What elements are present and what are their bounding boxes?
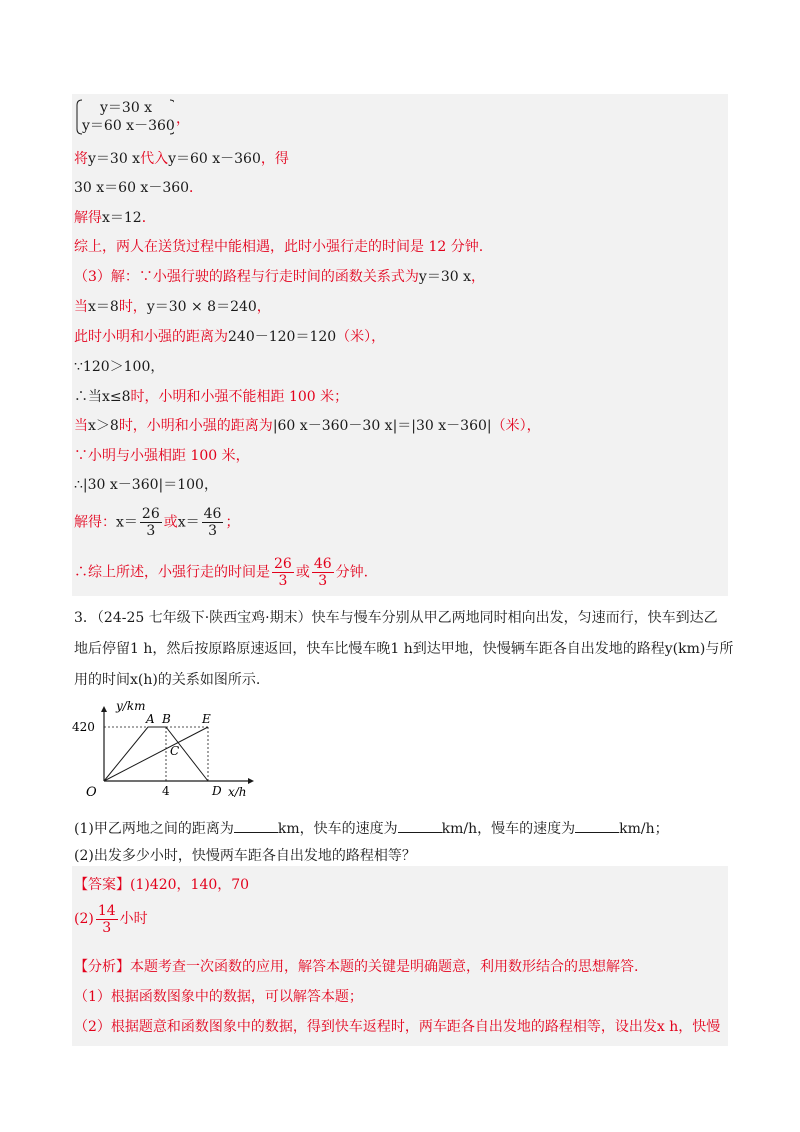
summary-line: 综上，两人在送货过程中能相遇，此时小强行走的时间是 12 分钟. — [74, 239, 484, 255]
fraction-46-3 — [202, 506, 224, 539]
system-tail: ， — [176, 111, 190, 127]
equation-tail: ． — [189, 180, 204, 196]
system-eq-2: y＝60 x－360 — [82, 118, 175, 134]
frac-den: 3 — [146, 523, 156, 539]
fraction-26-3 — [272, 556, 294, 589]
sub1-part-c: km/h，慢车的速度为 — [441, 821, 576, 837]
substitute-post: ，得 — [260, 151, 289, 167]
sub1-part-b: km，快车的速度为 — [277, 821, 398, 837]
frac-num: 14 — [97, 902, 116, 919]
frac-num: 46 — [203, 506, 222, 522]
part3-l9-pre: 解得： — [74, 514, 116, 531]
part3-l10-or: 或 — [295, 564, 310, 581]
part3-l10-tail: 分钟. — [335, 564, 369, 581]
fraction-26-3 — [140, 506, 162, 539]
slow-car-line — [104, 727, 208, 781]
point-E-label: E — [202, 712, 211, 726]
answer-blank[interactable] — [575, 818, 619, 833]
part3-l6-unit: （米）， — [491, 418, 541, 434]
part3-line-8: ∴|30 x－360|＝100， — [74, 477, 218, 493]
part3-l6-pre: 当 — [74, 418, 88, 434]
part3-l10-pre: ∴综上所述，小强行走的时间是 — [74, 564, 270, 581]
answer-label: 【答案】 — [74, 877, 130, 893]
part3-l5-cond: x≤8 — [102, 389, 131, 405]
part3-l9-tail: ； — [225, 514, 240, 531]
answer-blank[interactable] — [398, 818, 442, 833]
part3-line-1 — [74, 268, 485, 286]
x-axis-label: x/h — [228, 785, 247, 799]
frac-num: 26 — [141, 506, 160, 522]
part3-l2-eq: y＝30 × 8＝240 — [146, 299, 257, 315]
sub-question-2: (2)出发多少小时，快慢两车距各自出发地的路程相等？ — [74, 848, 416, 864]
substitute-mid: 代入 — [140, 151, 169, 167]
part3-line-6 — [74, 417, 541, 435]
substitute-eq1: y＝30 x — [88, 151, 141, 167]
fraction-46-3 — [312, 556, 334, 589]
analysis-step-1: （1）根据函数图象中的数据，可以解答本题； — [74, 989, 363, 1005]
analysis-line — [74, 958, 638, 976]
question-line-1: 3．（24-25 七年级下·陕西宝鸡·期末）快车与慢车分别从甲乙两地同时相向出发，匀速而行，快车到达乙 — [74, 610, 718, 626]
x-tick-4: 4 — [162, 784, 170, 798]
frac-den: 3 — [102, 919, 112, 936]
part3-l3-unit: （米）， — [336, 329, 386, 345]
x-axis-arrow — [248, 778, 254, 784]
part3-l2-pre: 当 — [74, 299, 88, 315]
answer-line-2 — [74, 902, 148, 936]
part3-l2-mid: 时， — [118, 299, 147, 315]
frac-num: 26 — [274, 556, 292, 572]
part3-line-2 — [74, 298, 271, 316]
part3-l9-x1: x＝ — [116, 514, 138, 531]
part3-l3-eq: 240－120＝120 — [228, 329, 337, 345]
part3-l2-cond: x＝8 — [88, 299, 119, 315]
y-axis-arrow — [101, 706, 107, 712]
sub1-part-a: (1)甲乙两地之间的距离为 — [74, 821, 234, 837]
part3-l1-pre: （3）解：∵小强行驶的路程与行走时间的函数关系式为 — [74, 269, 419, 285]
sub1-part-d: km/h； — [619, 821, 669, 837]
point-C-label: C — [170, 744, 180, 758]
answer-blank[interactable] — [234, 818, 278, 833]
point-B-label: B — [162, 712, 171, 726]
point-D-label: D — [212, 784, 222, 798]
equation-line — [74, 179, 203, 197]
part3-l6-cond: x＞8 — [88, 418, 119, 434]
analysis-step-2: （2）根据题意和函数图象中的数据，得到快车返程时，两车距各自出发地的路程相等，设出发x h，快慢 — [74, 1019, 721, 1035]
equation-system — [74, 97, 174, 137]
substitute-eq2: y＝60 x－360 — [168, 151, 261, 167]
sub-question-1 — [74, 818, 669, 838]
part3-line-4: ∵120＞100， — [74, 359, 165, 375]
part3-line-9 — [74, 506, 239, 539]
frac-num: 46 — [313, 556, 332, 572]
part3-line-7: ∵小明与小强相距 100 米， — [74, 448, 250, 464]
solve-pre: 解得 — [74, 210, 102, 226]
part3-l3-pre: 此时小明和小强的距离为 — [74, 329, 228, 345]
y-axis-label: y/km — [116, 700, 146, 713]
frac-den: 3 — [318, 573, 328, 589]
part3-line-3 — [74, 328, 385, 346]
distance-time-graph — [72, 700, 292, 800]
question-line-3: 用的时间x(h)的关系如图所示. — [74, 672, 261, 688]
answer-2-unit: 小时 — [119, 911, 148, 927]
part3-l5-post: 时，小明和小强不能相距 100 米； — [130, 389, 349, 405]
answer-1: (1)420，140，70 — [130, 877, 250, 893]
fraction-14-3 — [96, 903, 118, 936]
substitute-line — [74, 150, 289, 168]
analysis-label: 【分析】 — [74, 959, 130, 975]
frac-den: 3 — [208, 523, 218, 539]
part3-l9-or: 或 — [163, 514, 178, 531]
solve-value: x＝12 — [102, 210, 142, 226]
part3-l6-eq: |60 x－360－30 x|＝|30 x－360| — [272, 418, 492, 434]
answer-line-1 — [74, 876, 249, 894]
frac-den: 3 — [278, 573, 288, 589]
substitute-pre: 将 — [74, 151, 88, 167]
equation: 30 x＝60 x－360 — [74, 180, 190, 196]
analysis-text: 本题考查一次函数的应用，解答本题的关键是明确题意，利用数形结合的思想解答. — [130, 959, 639, 975]
part3-l1-eq: y＝30 x — [418, 269, 471, 285]
part3-l9-x2: x＝ — [177, 514, 200, 531]
part3-line-10 — [74, 556, 368, 589]
part3-l2-tail: ， — [256, 299, 271, 315]
y-tick-420: 420 — [72, 720, 95, 734]
question-line-2: 地后停留1 h，然后按原路原速返回，快车比慢车晚1 h到达甲地，快慢辆车距各自出发地的路程y(km)与所 — [74, 641, 734, 657]
part3-line-5 — [74, 388, 348, 406]
origin-label: O — [86, 785, 97, 800]
part3-l5-pre: ∴当 — [74, 389, 102, 405]
solve-line — [74, 209, 156, 227]
part3-l6-mid: 时，小明和小强的距离为 — [118, 418, 273, 434]
point-A-label: A — [146, 712, 155, 726]
part3-l1-tail: ， — [470, 269, 485, 285]
solve-tail: ． — [141, 210, 156, 226]
answer-2-pre: (2) — [74, 911, 94, 927]
system-eq-1: y＝30 x — [100, 100, 153, 116]
